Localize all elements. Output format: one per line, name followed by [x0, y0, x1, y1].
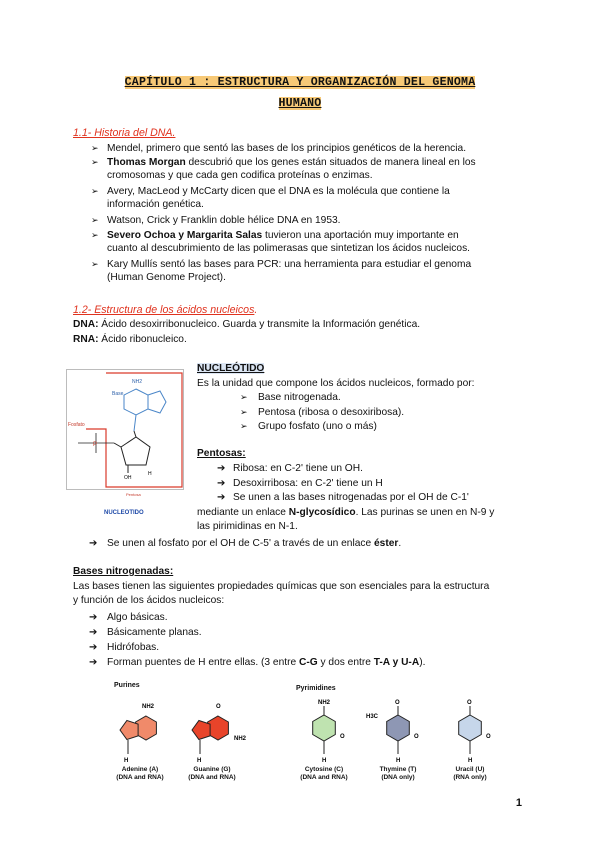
- base-molecule: [313, 706, 336, 754]
- h3c-label: H3C: [366, 714, 379, 720]
- o-label: O: [340, 734, 345, 740]
- nh2-label: NH2: [142, 704, 155, 710]
- phosphate-label: Fosfato: [68, 422, 85, 428]
- pentosas-heading: Pentosas:: [197, 448, 246, 459]
- base-caption: Thymine (T) (DNA only): [379, 766, 417, 781]
- pentosa-item: ➔ Ribosa: en C-2' tiene un OH.: [217, 463, 363, 474]
- nucleotide-component: ➢ Base nitrogenada.: [240, 392, 341, 403]
- o-label: O: [414, 734, 419, 740]
- bullet-marker-icon: ➢: [91, 259, 99, 269]
- chapter-title-line1: CAPÍTULO 1 : ESTRUCTURA Y ORGANIZACIÓN DEL GENOMA: [124, 76, 476, 89]
- history-bullet: ➢ Mendel, primero que sentó las bases de los principios genéticos de la herencia.: [91, 143, 467, 154]
- bullet-marker-icon: ➢: [91, 157, 99, 167]
- base-molecule: [387, 706, 410, 754]
- arrow-icon: ➔: [217, 463, 226, 474]
- h-label: H: [322, 758, 327, 764]
- section-heading-structure: 1.2- Estructura de los ácidos nucleicos.: [73, 304, 258, 316]
- base-molecule: [459, 706, 482, 754]
- base-caption: Guanine (G) (DNA and RNA): [188, 766, 236, 781]
- pentosa-item-4: ➔ Se unen al fosfato por el OH de C-5' a través de un enlace éster.: [89, 538, 402, 549]
- history-bullet: ➢ Kary Mullís sentó las bases para PCR: una herramienta para estudiar el genoma (Human Genome Project).: [91, 259, 472, 283]
- nh2-label: NH2: [234, 736, 247, 742]
- bases-item-4: ➔ Forman puentes de H entre ellas. (3 entre C-G y dos entre T-A y U-A).: [89, 657, 426, 668]
- nh2-label: NH2: [318, 700, 331, 706]
- bases-intro-1: Las bases tienen las siguientes propiedades químicas que son esenciales para la estructura: [73, 581, 490, 592]
- o-label: O: [395, 700, 400, 706]
- oh-label: OH: [124, 475, 132, 481]
- h-label: H: [124, 758, 129, 764]
- nucleotide-diagram: [66, 369, 184, 519]
- nh2-label: NH2: [132, 379, 143, 385]
- pyrimidines-label: Pyrimidines: [296, 685, 336, 692]
- history-bullet: ➢ Thomas Morgan descubrió que los genes están situados de manera lineal en los cromosomas y que cada gen codifica proteínas o enzimas.: [91, 157, 476, 181]
- bases-structures-svg: [100, 690, 500, 770]
- page-number: 1: [515, 797, 522, 809]
- bullet-marker-icon: ➢: [91, 215, 99, 225]
- nucleotide-intro: Es la unidad que compone los ácidos nucleicos, formado por:: [197, 378, 475, 389]
- h-label: H: [468, 758, 473, 764]
- bases-heading: Bases nitrogenadas:: [73, 566, 174, 577]
- bullet-marker-icon: ➢: [91, 143, 99, 153]
- nitrogenous-bases-figure: [100, 680, 500, 785]
- bullet-marker-icon: ➢: [91, 230, 99, 240]
- base-caption: Cytosine (C) (DNA and RNA): [300, 766, 348, 781]
- base-molecule: [120, 716, 156, 754]
- nucleotide-heading: NUCLEÓTIDO: [197, 363, 265, 374]
- base-caption: Adenine (A) (DNA and RNA): [116, 766, 164, 781]
- base-caption: Uracil (U) (RNA only): [453, 766, 487, 781]
- bases-property: ➔ Hidrófobas.: [89, 642, 160, 653]
- sugar-label: Pentosa: [126, 492, 141, 497]
- base-molecule: [192, 716, 228, 754]
- bullet-marker-icon: ➢: [91, 186, 99, 196]
- chapter-title-line2: HUMANO: [278, 97, 322, 110]
- nucleotide-component: ➢ Grupo fosfato (uno o más): [240, 421, 377, 432]
- pentosa-item-3: ➔ Se unen a las bases nitrogenadas por el OH de C-1': [217, 492, 469, 503]
- pentosa-item-3-cont: mediante un enlace N-glycosídico. Las purinas se unen en N-9 y: [197, 507, 495, 518]
- bases-property: ➔ Algo básicas.: [89, 612, 168, 623]
- bullet-marker-icon: ➢: [240, 392, 248, 402]
- bases-intro-2: y función de los ácidos nucleicos:: [73, 595, 225, 606]
- bullet-marker-icon: ➢: [240, 421, 248, 431]
- bullet-marker-icon: ➢: [240, 406, 248, 417]
- o-label: O: [467, 700, 472, 706]
- pentosa-item: ➔ Desoxirribosa: en C-2' tiene un H: [217, 477, 383, 489]
- arrow-icon: ➔: [89, 612, 98, 623]
- h-label: H: [396, 758, 401, 764]
- history-bullet: ➢ Severo Ochoa y Margarita Salas tuvieron una aportación muy importante en cuanto al descubrimiento de las polimerasas que sintetizan los ácidos nucleicos.: [91, 230, 470, 254]
- nucleotide-caption: NUCLEOTIDO: [104, 510, 144, 516]
- h-label: H: [197, 758, 202, 764]
- base-label: Base: [112, 391, 124, 397]
- rna-definition: RNA: Ácido ribonucleico.: [73, 334, 187, 345]
- pentosa-item-3-cont2: las pirimidinas en N-1.: [197, 521, 298, 532]
- arrow-icon: ➔: [89, 642, 98, 653]
- nucleotide-structure-svg: [66, 369, 184, 519]
- o-label: O: [216, 704, 221, 710]
- nucleotide-component: ➢ Pentosa (ribosa o desoxiribosa).: [240, 406, 405, 418]
- history-bullet: ➢ Watson, Crick y Franklin doble hélice DNA en 1953.: [91, 215, 341, 226]
- o-label: O: [486, 734, 491, 740]
- section-heading-history: 1.1- Historia del DNA.: [73, 127, 176, 139]
- chapter-title: [0, 72, 600, 114]
- h-label: H: [148, 471, 152, 477]
- arrow-icon: ➔: [89, 627, 98, 638]
- purines-label: Purines: [114, 682, 140, 689]
- history-bullet: ➢ Avery, MacLeod y McCarty dicen que el DNA es la molécula que contiene la información genética.: [91, 186, 450, 210]
- bases-property: ➔ Básicamente planas.: [89, 627, 202, 638]
- dna-definition: DNA: Ácido desoxirribonucleico. Guarda y transmite la Información genética.: [73, 319, 421, 330]
- svg-text:P: P: [93, 442, 98, 448]
- arrow-icon: ➔: [217, 477, 226, 489]
